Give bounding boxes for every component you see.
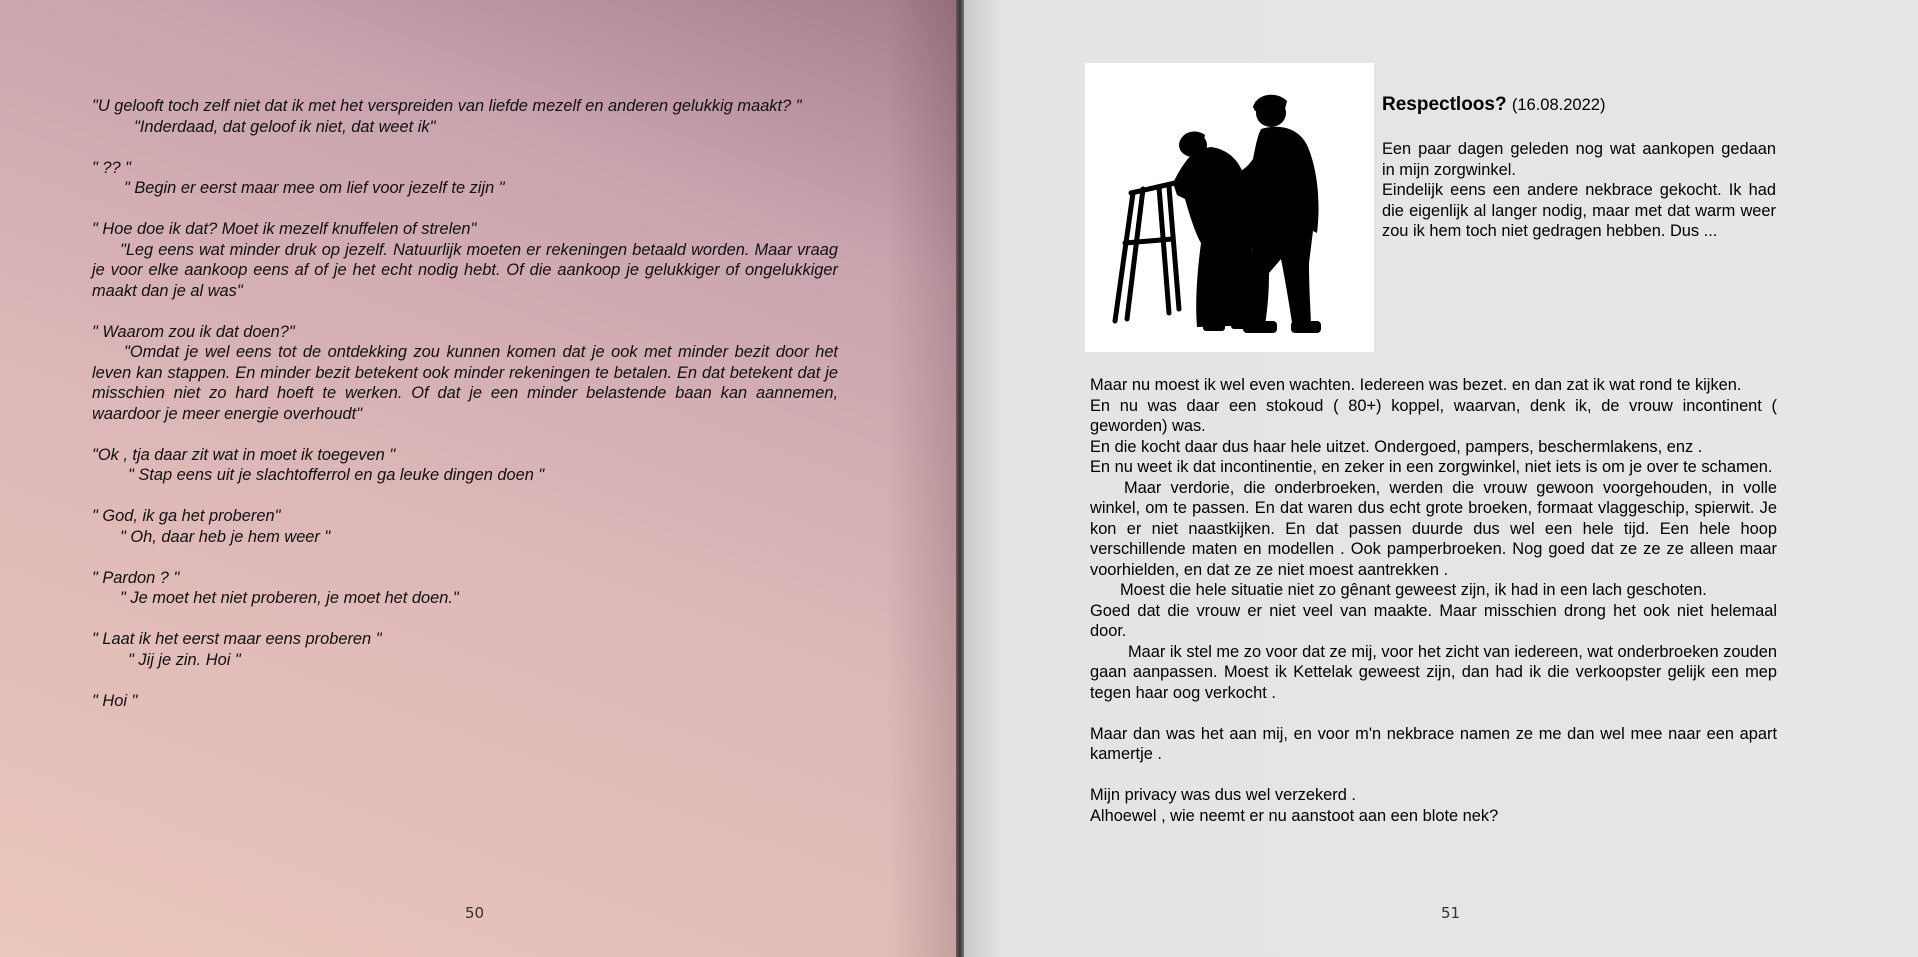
body-paragraph: En nu weet ik dat incontinentie, en zeker in een zorgwinkel, niet iets is om je over te schamen. bbox=[1090, 458, 1773, 476]
body-paragraph: Maar verdorie, die onderbroeken, werden die vrouw gewoon voorgehouden, in volle winkel, om te passen. En dat waren dus echt grote broeken, formaat vlaggeschip, spierwit. Je kon er niet naastkijken. En dat passen duurde dus wel een hele tijd. Een hele hoop verschillende maten en modellen . Ook pamperbroeken. Nog goed dat ze ze ze alleen maar voorhielden, en dat ze ze niet moest aantrekken . bbox=[1090, 478, 1777, 579]
body-paragraph: Maar dan was het aan mij, en voor m'n nekbrace namen ze me dan wel mee naar een apart kamertje . bbox=[1090, 724, 1777, 763]
dialogue-line: "Ok , tja daar zit wat in moet ik toegeven " bbox=[92, 445, 396, 464]
body-paragraph: En nu was daar een stokoud ( 80+) koppel, waarvan, denk ik, de vrouw incontinent ( geworden) was. bbox=[1090, 396, 1777, 435]
body-paragraph: Goed dat die vrouw er niet veel van maakte. Maar misschien drong het ook niet helemaal door. bbox=[1090, 601, 1777, 640]
dialogue-line: " Pardon ? " bbox=[92, 568, 180, 587]
dialogue-line: " Hoi " bbox=[92, 691, 138, 710]
body-paragraph: Moest die hele situatie niet zo gênant geweest zijn, ik had in een lach geschoten. bbox=[1120, 581, 1707, 599]
article-title-text: Respectloos? bbox=[1382, 94, 1507, 115]
left-page bbox=[0, 0, 956, 957]
dialogue-line: " Stap eens uit je slachtofferrol en ga leuke dingen doen " bbox=[128, 466, 545, 484]
dialogue-line: " Waarom zou ik dat doen?" bbox=[92, 322, 295, 341]
dialogue-line: " Je moet het niet proberen, je moet het doen." bbox=[120, 589, 459, 607]
body-paragraph: En die kocht daar dus haar hele uitzet. Ondergoed, pampers, beschermlakens, enz . bbox=[1090, 437, 1703, 456]
dialogue-line: " Oh, daar heb je hem weer " bbox=[120, 527, 331, 546]
article-title bbox=[1382, 94, 1605, 116]
dialogue-line: " ?? " bbox=[92, 158, 131, 177]
book-spine bbox=[956, 0, 964, 957]
right-page bbox=[964, 0, 1918, 957]
intro-paragraph: Een paar dagen geleden nog wat aankopen gedaan in mijn zorgwinkel. bbox=[1382, 140, 1776, 179]
dialogue-line: " Laat ik het eerst maar eens proberen " bbox=[92, 630, 382, 648]
dialogue-line: "Leg eens wat minder druk op jezelf. Natuurlijk moeten er rekeningen betaald worden. Maar vraag je voor elke aankoop eens af of je het echt nodig hebt. Of die aankoop je gelukkiger of ongelukkiger maakt dan je al was" bbox=[92, 240, 838, 300]
dialogue-line: " Begin er eerst maar mee om lief voor jezelf te zijn " bbox=[124, 179, 505, 197]
elderly-couple-silhouette-image bbox=[1085, 63, 1374, 352]
body-paragraph: Maar nu moest ik wel even wachten. Iedereen was bezet. en dan zat ik wat rond te kijken. bbox=[1090, 376, 1742, 394]
dialogue-line: " Hoe doe ik dat? Moet ik mezelf knuffelen of strelen" bbox=[92, 220, 477, 238]
dialogue-line: " God, ik ga het proberen" bbox=[92, 507, 281, 525]
article-body bbox=[1090, 375, 1777, 826]
page-number-right: 51 bbox=[1441, 904, 1461, 922]
article-date: (16.08.2022) bbox=[1511, 96, 1606, 114]
article-intro bbox=[1382, 139, 1776, 242]
body-paragraph: Alhoewel , wie neemt er nu aanstoot aan een blote nek? bbox=[1090, 806, 1499, 825]
dialogue-line: "Omdat je wel eens tot de ontdekking zou kunnen komen dat je ook met minder bezit door het leven kan stappen. En minder bezit betekent ook minder rekeningen te betalen. En dat betekent dat je misschien niet zo hard hoeft te werken. Of dat je een minder belastende baan kan aannemen, waardoor je meer energie overhoudt" bbox=[92, 343, 838, 423]
intro-paragraph: Eindelijk eens een andere nekbrace gekocht. Ik had die eigenlijk al langer nodig, maar met dat warm weer zou ik hem toch niet gedragen hebben. Dus ... bbox=[1382, 181, 1776, 240]
body-paragraph: Mijn privacy was dus wel verzekerd . bbox=[1090, 786, 1356, 804]
dialogue-line: "U gelooft toch zelf niet dat ik met het verspreiden van liefde mezelf en anderen gelukkig maakt? " bbox=[92, 97, 802, 115]
body-paragraph: Maar ik stel me zo voor dat ze mij, voor het zicht van iedereen, wat onderbroeken zouden gaan aanpassen. Moest ik Kettelak geweest zijn, dan had ik die verkoopster gelijk een mep tegen haar oog verkocht . bbox=[1090, 642, 1777, 702]
page-number-left: 50 bbox=[465, 904, 485, 922]
dialogue-line: " Jij je zin. Hoi " bbox=[128, 650, 241, 669]
dialogue-text bbox=[92, 96, 838, 711]
dialogue-line: "Inderdaad, dat geloof ik niet, dat weet ik" bbox=[134, 117, 436, 136]
